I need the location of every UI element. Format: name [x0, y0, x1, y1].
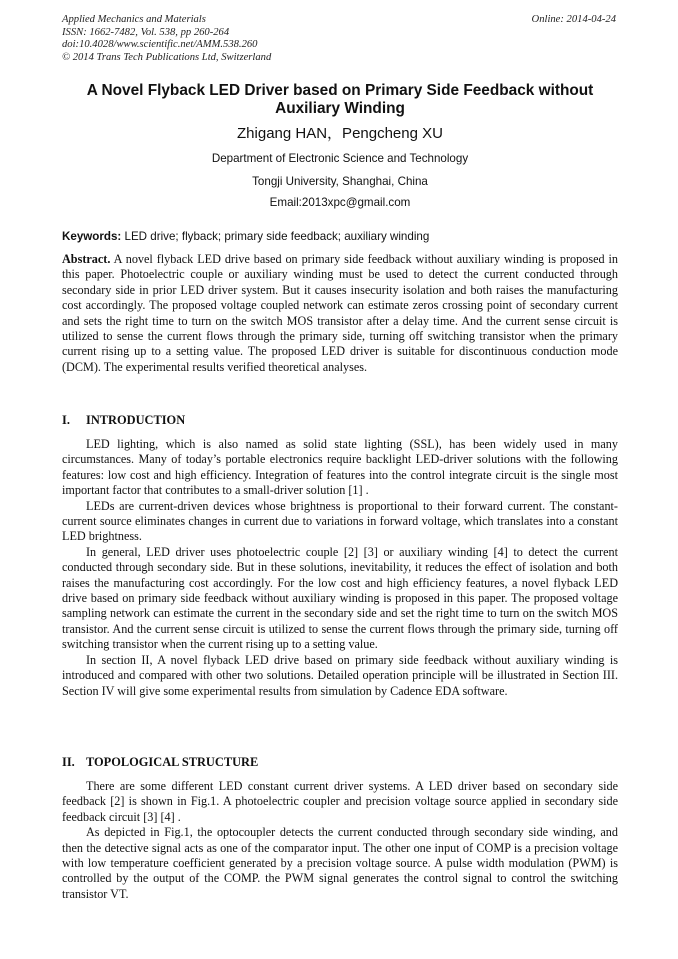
affiliation-department: Department of Electronic Science and Technology	[211, 152, 469, 165]
keywords-label: Keywords:	[62, 230, 122, 243]
section-number: I.	[62, 413, 70, 427]
author-list: Zhigang HAN，Pengcheng XU	[237, 125, 443, 142]
paragraph: In section II, A novel flyback LED drive based on primary side feedback without auxiliary winding is introduced and compared with other two solutions. Detailed operation principle will be illustrated in Section III. Section IV will give some experimental results from simulation by Cadence EDA software.	[62, 652, 618, 698]
section-heading-topological-structure	[62, 755, 618, 770]
section-heading-introduction	[62, 413, 618, 428]
section-body-introduction	[62, 437, 618, 699]
copyright-line: © 2014 Trans Tech Publications Ltd, Switzerland	[62, 51, 272, 63]
paragraph: In general, LED driver uses photoelectric couple [2] [3] or auxiliary winding [4] to detect the current conducted through secondary side. But in these solutions, inevitability, it reduces the effect of isolation and both raises the manufacturing cost accordingly. For the low cost and high efficiency features, a novel flyback LED drive based on primary side feedback without auxiliary winding is proposed in this paper. The proposed voltage sampling network can estimate the current in the secondary side and set the right time to turn on the switch MOS transistor. And the current sense circuit is utilized to sense the current flows through the primary side, turning off switching transistor when the current rising up to a setting value.	[62, 544, 618, 652]
online-date: Online: 2014-04-24	[531, 14, 616, 25]
paragraph: There are some different LED constant current driver systems. A LED driver based on secondary side feedback [2] is shown in Fig.1. A photoelectric coupler and precision voltage source applied in secondary side feedback circuit [3] [4] .	[62, 779, 618, 824]
affiliation-university: Tongji University, Shanghai, China	[252, 175, 428, 188]
keywords	[62, 230, 618, 244]
doi-line: doi:10.4028/www.scientific.net/AMM.538.260	[62, 39, 258, 51]
keywords-text: LED drive; flyback; primary side feedback; auxiliary winding	[121, 230, 430, 243]
paper-title: A Novel Flyback LED Driver based on Primary Side Feedback without Auxiliary Winding	[86, 82, 594, 117]
section-title: TOPOLOGICAL STRUCTURE	[86, 755, 259, 769]
section-number: II.	[62, 755, 75, 769]
issn-line: ISSN: 1662-7482, Vol. 538, pp 260-264	[62, 26, 230, 38]
journal-name: Applied Mechanics and Materials	[62, 14, 206, 25]
paragraph: LEDs are current-driven devices whose brightness is proportional to their forward current. The constant-current source eliminates changes in current due to variations in forward voltage, which translates into a constant LED brightness.	[62, 498, 618, 544]
paragraph: As depicted in Fig.1, the optocoupler detects the current conducted through secondary side winding, and then the detective signal acts as one of the comparator input. The other one input of COMP is a precision voltage with low temperature coefficient generated by a precision voltage source. A pulse width modulation (PWM) is controlled by the output of the COMP. the PWM signal generates the control signal to control the switching transistor VT.	[62, 825, 618, 901]
journal-header	[62, 14, 618, 64]
section-body-topological-structure	[62, 779, 618, 902]
section-title: INTRODUCTION	[86, 413, 186, 427]
abstract-text: A novel flyback LED drive based on primary side feedback without auxiliary winding is proposed in this paper. Photoelectric couple or auxiliary winding must be used to detect the current conducted through secondary side in prior LED driver system. But it causes insecurity isolation and both raises the manufacturing cost accordingly. The proposed voltage coupled network can estimate zeros crossing point of secondary current and sets the right time to turn on the switch MOS transistor after a delay time. And the current sense circuit is utilized to sense the current flows through the primary side, turning off switching transistor when the primary current rising up to a setting value. The proposed LED driver is suitable for discontinuous conduction mode (DCM). The experimental results verified theoretical analyses.	[62, 252, 618, 374]
abstract-label: Abstract.	[62, 252, 111, 266]
affiliation-email: Email:2013xpc@gmail.com	[269, 196, 411, 209]
paragraph: LED lighting, which is also named as solid state lighting (SSL), has been widely used in many circumstances. Many of today’s portable electronics require backlight LED-driver solutions with the following features: low cost and high efficiency. Integration of features into the control integrate circuit is the single most important factor that contributes to a small-driver solution [1] .	[62, 437, 618, 498]
abstract	[62, 252, 618, 375]
